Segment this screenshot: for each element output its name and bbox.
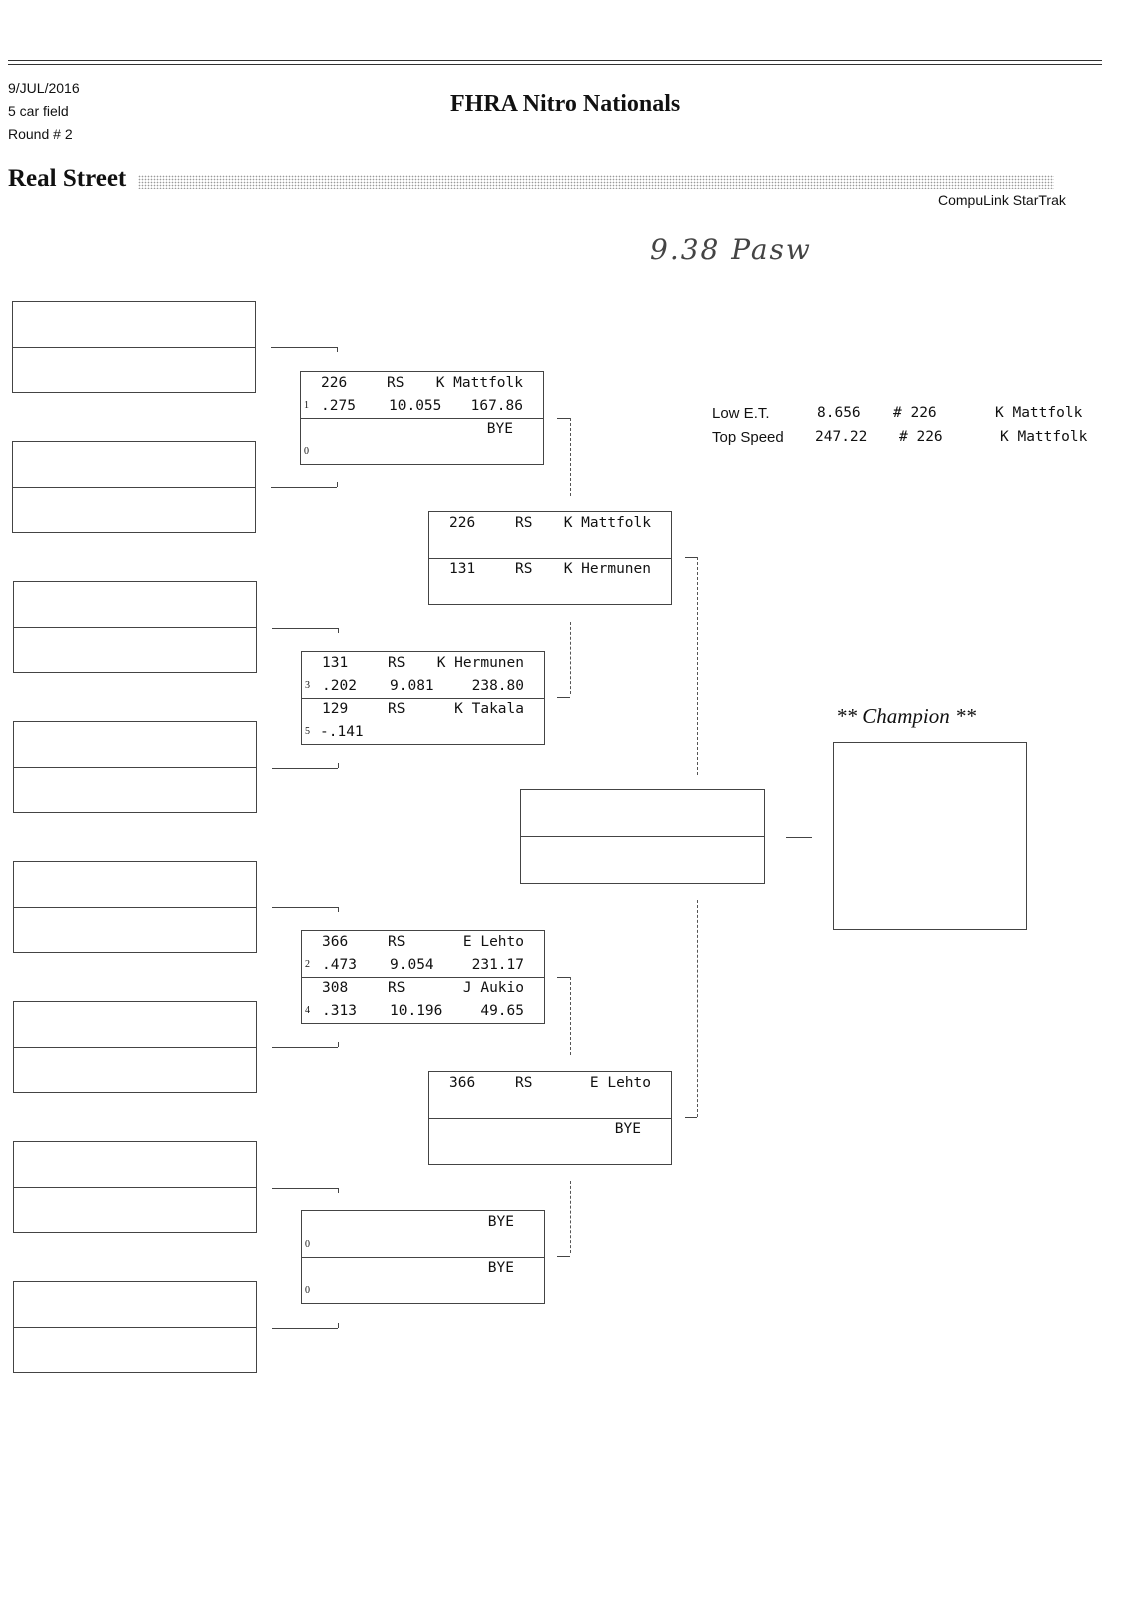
connector-line: [557, 1256, 570, 1257]
header-rule-top: [8, 60, 1102, 61]
empty-ladder-box: [13, 1141, 257, 1233]
bye-label: BYE: [487, 1214, 514, 1230]
reaction-time: .202: [322, 678, 357, 694]
car-number: 366: [322, 934, 349, 950]
driver-name: K Takala: [454, 701, 524, 717]
connector-tick: [338, 628, 339, 633]
car-class: RS: [515, 515, 533, 531]
qualifying-seed: 5: [305, 726, 310, 737]
elapsed-time: 10.055: [389, 398, 442, 414]
connector-line: [557, 418, 570, 419]
lane-top: [429, 512, 671, 558]
connector-line: [557, 697, 570, 698]
qualifying-seed: 0: [304, 446, 309, 457]
empty-ladder-box: [12, 301, 256, 393]
lane-bottom: [302, 698, 544, 744]
lane-bottom: [429, 558, 671, 604]
connector-dashed: [570, 622, 571, 694]
connector-tick: [338, 1042, 339, 1047]
driver-name: K Mattfolk: [435, 375, 523, 391]
round1-match-4: [301, 1210, 545, 1304]
connector-tick: [337, 482, 338, 487]
speed: 231.17: [471, 957, 524, 973]
car-class: RS: [387, 375, 405, 391]
reaction-time: -.141: [320, 724, 364, 740]
car-class: RS: [515, 561, 533, 577]
elapsed-time: 10.196: [390, 1003, 443, 1019]
bye-label: BYE: [486, 421, 513, 437]
empty-ladder-box: [13, 861, 257, 953]
top-speed-label: Top Speed: [712, 429, 784, 446]
champion-label: ** Champion **: [836, 704, 977, 728]
connector-dashed: [697, 557, 698, 775]
champion-box: [833, 742, 1027, 930]
connector-tick: [338, 907, 339, 912]
reaction-time: .313: [322, 1003, 357, 1019]
car-number: 226: [449, 515, 476, 531]
connector-line: [685, 1117, 697, 1118]
empty-ladder-box: [12, 441, 256, 533]
round1-match-2: [301, 651, 545, 745]
connector-line: [685, 557, 697, 558]
connector-line: [786, 837, 812, 838]
top-speed-car: # 226: [899, 429, 943, 445]
lane-bottom: [302, 977, 544, 1023]
empty-ladder-box: [13, 721, 257, 813]
connector-tick: [338, 1323, 339, 1328]
empty-ladder-box: [13, 1281, 257, 1373]
bye-label: BYE: [487, 1260, 514, 1276]
low-et-value: 8.656: [817, 405, 861, 421]
connector-tick: [337, 347, 338, 352]
lane-bottom: [302, 1257, 544, 1303]
field-size: 5 car field: [8, 103, 69, 119]
qualifying-seed: 1: [304, 400, 309, 411]
class-title: Real Street: [8, 165, 127, 192]
low-et-car: # 226: [893, 405, 937, 421]
driver-name: E Lehto: [589, 1075, 651, 1091]
qualifying-seed: 0: [305, 1285, 310, 1296]
meta-block: [8, 77, 80, 146]
race-date: 9/JUL/2016: [8, 80, 80, 96]
connector-tick: [338, 763, 339, 768]
connector-dashed: [570, 418, 571, 496]
lane-top: [301, 372, 543, 418]
car-number: 131: [449, 561, 476, 577]
lane-top: [302, 1211, 544, 1257]
round2-match-2: [428, 1071, 672, 1165]
connector-tick: [338, 1188, 339, 1193]
car-class: RS: [388, 701, 406, 717]
lane-top: [429, 1072, 671, 1118]
car-number: 226: [321, 375, 348, 391]
lane-top: [302, 931, 544, 977]
car-class: RS: [515, 1075, 533, 1091]
driver-name: K Hermunen: [563, 561, 651, 577]
connector-line: [272, 628, 338, 629]
software-credit: CompuLink StarTrak: [938, 192, 1066, 208]
handwritten-note: 9.38 Pasw: [650, 233, 812, 266]
top-speed-value: 247.22: [815, 429, 868, 445]
round1-match-3: [301, 930, 545, 1024]
qualifying-seed: 4: [305, 1005, 310, 1016]
low-et-driver: K Mattfolk: [995, 405, 1083, 421]
header-rule-bottom: [8, 64, 1102, 65]
car-number: 129: [322, 701, 349, 717]
connector-line: [272, 1047, 338, 1048]
empty-ladder-box: [13, 581, 257, 673]
connector-line: [271, 347, 337, 348]
class-title-band: [138, 175, 1054, 189]
speed: 49.65: [480, 1003, 524, 1019]
car-number: 366: [449, 1075, 476, 1091]
car-number: 131: [322, 655, 349, 671]
round2-match-1: [428, 511, 672, 605]
bye-label: BYE: [614, 1121, 641, 1137]
speed: 167.86: [470, 398, 523, 414]
elapsed-time: 9.054: [390, 957, 434, 973]
driver-name: K Mattfolk: [563, 515, 651, 531]
elapsed-time: 9.081: [390, 678, 434, 694]
car-class: RS: [388, 655, 406, 671]
lane-bottom: [301, 418, 543, 464]
connector-line: [272, 907, 338, 908]
qualifying-seed: 3: [305, 680, 310, 691]
speed: 238.80: [471, 678, 524, 694]
round-number: Round # 2: [8, 126, 73, 142]
driver-name: K Hermunen: [436, 655, 524, 671]
connector-dashed: [570, 1181, 571, 1253]
connector-line: [272, 1328, 338, 1329]
connector-line: [272, 1188, 338, 1189]
qualifying-seed: 0: [305, 1239, 310, 1250]
car-number: 308: [322, 980, 349, 996]
connector-line: [557, 977, 570, 978]
lane-top: [302, 652, 544, 698]
round1-match-1: [300, 371, 544, 465]
top-speed-driver: K Mattfolk: [1000, 429, 1088, 445]
reaction-time: .275: [321, 398, 356, 414]
event-title: FHRA Nitro Nationals: [450, 91, 681, 117]
qualifying-seed: 2: [305, 959, 310, 970]
empty-ladder-box: [13, 1001, 257, 1093]
connector-line: [272, 768, 338, 769]
final-match-box: [520, 789, 765, 884]
driver-name: E Lehto: [462, 934, 524, 950]
car-class: RS: [388, 934, 406, 950]
connector-dashed: [697, 900, 698, 1117]
connector-dashed: [570, 977, 571, 1055]
car-class: RS: [388, 980, 406, 996]
lane-bottom: [429, 1118, 671, 1164]
reaction-time: .473: [322, 957, 357, 973]
driver-name: J Aukio: [462, 980, 524, 996]
low-et-label: Low E.T.: [712, 405, 770, 422]
connector-line: [271, 487, 337, 488]
